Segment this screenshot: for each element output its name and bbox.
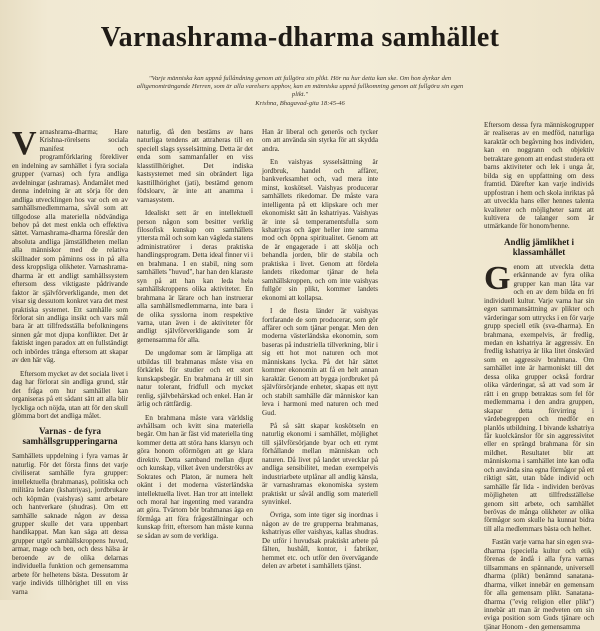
paragraph: Samhällets uppdelning i fyra varnas är naturlig. För det första finns det varje civiliserat samhälle fyra grupper: intellektuella (brahmanas), politiska och militära ledare (kshatriyas), jordbrukare och köpmän (vaishyas) samt arbetare och hantverkare (shudras). Om ett samhälle saknade någon av dessa grupper skulle det vara uppenbart handikappat. Man kan säga att dessa grupper utgör samhällskroppens huvud, armar, mage och ben, och dess hälsa är beroende av de olika delarnas individuella funktion och gemensamma arbete för helhetens bästa. Dessutom är varje individs tillhörighet till en viss varna bbox=[12, 452, 128, 596]
paragraph: Eftersom dessa fyra människogrupper är realiseras av en medföd, naturliga karaktär och begåvning hos individen, kan en noggrann och objektiv betraktare genom att endast studera ett barns aktiviteter och lek i unga år, bilda sig en uppfattning om dess framtid. Därefter kan varje individs uppfostran i hem och skola inriktas på att utveckla hans eller hennes talenta kvaliteter och möjligheter samt att kultivera de talanger som är utmärkande för honom/henne. bbox=[484, 121, 594, 231]
paragraph-text: enom att utveckla detta erkännande av fyra olika grupper kan man låta var och en av dem bilda en fri individuell kultur. Varje varna har sin egen sammansättning av plikter och värderingar som uttrycks i en för varje grupp speciell etik (sva-dharma). En brahmana, exempelvis, är fredlig, medan en kshatriya är aggressiv. En fredlig kshatriya är lika litet önskvärd som en aggressiv brahmana. Om samhället inte är harmoniskt till det dessa olika grupper också fordrar olika värderingar, så att vad som är rätt i en grupp betraktas som fel för medlemmarna i den andra gruppen, skapar detta förvirring i värdebegreppen och medför en planlös utbildning. I bivande kshatriya får kuolckänslor för sin aggressivitet eller en sprängd brahmana för sin mildhet. Resultatet blir att människorna i samhället inte kan odla och använda sina egna förmågor på ett riktigt sätt, utan både individ och samhälle får lida - individen berövas möjligheten att tillfredsställelse genom sitt arbete, och samhället berövas de många olikheter av olika förmågor som skulle ha kunnat bidra till alla medlemmars bästa och helhet. bbox=[484, 262, 594, 533]
paragraph bbox=[12, 125, 128, 365]
paragraph: Han är liberal och generös och tycker om att använda sin styrka för att skydda andra. bbox=[262, 128, 378, 153]
paragraph: I de flesta länder är vaishyas fortfarande de som producerar, som gör affärer och som tjänar pengar. Men den moderna västerländska ekonomin, som baseras på industriella tillverkning, blir i sig ett hot mot naturen och mot människans lycka. På det här sättet kommer ekonomin att få en helt annan karaktär. Genom att bygga jordbruket på självförsörjande enheter, skapas ett nytt och stabilt samhälle där människor kan leva i harmoni med naturen och med Gud. bbox=[262, 307, 378, 417]
paragraph: Eftersom mycket av det sociala livet i dag har förlorat sin andliga grund, står det fråga om hur samhället kan organiseras på ett sådant sätt att alla blir lyckliga och nöjda, utan att för den skull glömma bort det andliga målet. bbox=[12, 369, 128, 420]
column-1 bbox=[12, 125, 128, 598]
paragraph-text: arnashrama-dharma; Hare Krishna-rörelsens sociala manifest och programförklaring förekliver en indelning av samhället i fyra sociala grupper (varnas) och fyra andliga avdelningar (ashramas). Ändamålet med denna indelning är att sörja för den andliga utvecklingen hos var och en av samhällsmedlemmarna, såväl som att tillgodose alla materiella nödvändiga behov på det mest enkla och effektiva sättet. Varnashrama-dharma föreslår den absoluta andliga jämställdheten mellan alla människor med de relativa skillnader som påminns oss in på alla dess kroppsliga olikheter. Varnashrama-dharma är ett andligt samhällssystem eftersom dess viktigaste pådrivande faktor är självförverkligande, men det visar sig dessutom konkret vara det mest praktiska systemet. Ett samhälle som förlorat sin andliga insikt och vars mål bara är att tillfredsställa befolkningens sinnen går mot djupa konflikter. Det är faktiskt ingen paradox att en fullständigt och inbördes tränga eftersom att skapar av den här väg. bbox=[12, 128, 128, 365]
column-2 bbox=[137, 128, 253, 598]
column-4 bbox=[484, 121, 594, 631]
epigraph-attribution: Krishna, Bhagavad-gita 18:45-46 bbox=[255, 99, 345, 107]
epigraph-quote: "Varje människa kan uppnå fullåndning genom att fullgöra sin plikt. Hör nu hur detta kan ske. Om hon dyrkar den alltgenomträngande Herren, som är alla varelsers upphov, kan en människa uppnå fullkomning genom att fullgöra sin egen plikt." bbox=[136, 75, 464, 99]
paragraph: Övriga, som inte tiger sig inordnas i någon av de tre grupperna brahmanas, kshatriyas eller vaishyas, kallas shudras. De utför i huvudsak praktiskt arbete på fälten, hushåll, kontor, i fabriker, hemmet etc. och utför den övervägande delen av arbetet i samhällets tjänst. bbox=[262, 511, 378, 571]
epigraph bbox=[130, 75, 470, 108]
paragraph: En brahmana måste vara världslig avhållsam och kvitt sina materiella begär. Om han är fäst vid materiella ting kommer detta att störa hans klarsyn och göra honom oförmögen att ge klara direktiv. Detta samband mellan djupt och kunskap, vilket även underströks av Sokrates och Platon, är numera helt okänt i det moderna västerländska intellektuella livet. Han tror att intellekt och moral har ingenting med varandra att göra. Tvärtom bör brahmanas äga en förmåga att föra frågeställningar och kunskap fritt, eftersom han måste kunna se sådan av som de verkliga. bbox=[137, 413, 253, 540]
drop-cap: V bbox=[12, 125, 37, 162]
column-3 bbox=[262, 128, 378, 598]
paragraph: Fastän varje varna har sin egen sva-dharma (speciella kultur och etik) förenas de ändå i alla fyra varnas tillsammans en spännande, universell dharma (plikt) benämnd sanatana-dharma, vilket innebär en gemensam för alla gemensam plikt. Sanatana-dharma ("evig religion eller plikt") innebär att man är medveten om sin eviga position som Guds tjänare och tjänar Honom - den gemensamma bbox=[484, 538, 594, 631]
drop-cap: G bbox=[484, 259, 511, 297]
paragraph: Idealiskt sett är en intellektuell person någon som besitter verklig filosofisk kunskap om samhällets yttersta mål och som kan vägleda statens administratörer i deras praktiska handlingsprogram. Detta ideal finner vi i en brahmana. I en stabil, ning som samhällets "huvud", har han den klaraste syn på att han kan leda hela samhällskroppens olika aktiviteter. En brahmana är lärare och han instruerar alla samhällsmedlemmarna, inte bara i de olika sysslorna inom respektive varna, utan även i de aktiviteter för andligt självförverkligande som är gemensamma för alla. bbox=[137, 209, 253, 344]
paragraph: De ungdomar som är lämpliga att utbildas till brahmanas måste visa en förkärlek för studier och ett stort kunskapsbegär. En brahmana är till sin natur tolerant, fridfull och mycket renlig, självbehärskad och enkel. Han är ärlig och rättfärdig. bbox=[137, 349, 253, 409]
paragraph: En vaishyas sysselsättning är jordbruk, handel och affärer, bankverksamhet och, vad mera inte minst, koskötsel. Vaishyas producerar samhällets rikedomar. De måste vara intelligenta på ett klipskare och mer ekonomiskt sätt än kshatriyas. Vaishyas är inte så temperamentsfulla som kshatriyas och äger heller inte samma mod och öppna spiritualitet. Genom att de är engagerade i att skölja och behandla jorden, blir de stabila och praktiska i livet. Genom att fördela landets rikedomar tjänar de hela samhällskroppen, och om inte vaishyas fullgör sin plikt, kommer landets ekonomi att kollapsa. bbox=[262, 158, 378, 302]
paragraph bbox=[484, 259, 594, 534]
section-heading: Andlig jämlikhet i klassamhället bbox=[503, 236, 574, 257]
paragraph: naturlig, då den bestäms av hans naturliga tendens att attraheras till en speciell slags sysselsättning. Detta är det enda som sammanfaller en viss klasstillhörighet. Det indiska kastsystemet med sin obrändert liga kasttillhörighet (jati), bestämd genom födsloarv, är inte att anamma i varnasystem. bbox=[137, 128, 253, 204]
paragraph: På så sätt skapar koskötseln en naturlig ekonomi i samhället, möjlighet till självförsörjande byar och ett rymt förhållande mellan människan och naturen. Då livet på landet utvecklar på andliga sensibilitet, medan exempelvis industriarbete utplånar all andlig känsla, är varnashramas ekonomiska system praktiskt ur såväl andlig som materiell synvinkel. bbox=[262, 421, 378, 507]
section-heading: Varnas - de fyra samhällsgrupperingarna bbox=[22, 426, 118, 447]
page-title: Varnashrama-dharma samhället bbox=[100, 22, 500, 53]
